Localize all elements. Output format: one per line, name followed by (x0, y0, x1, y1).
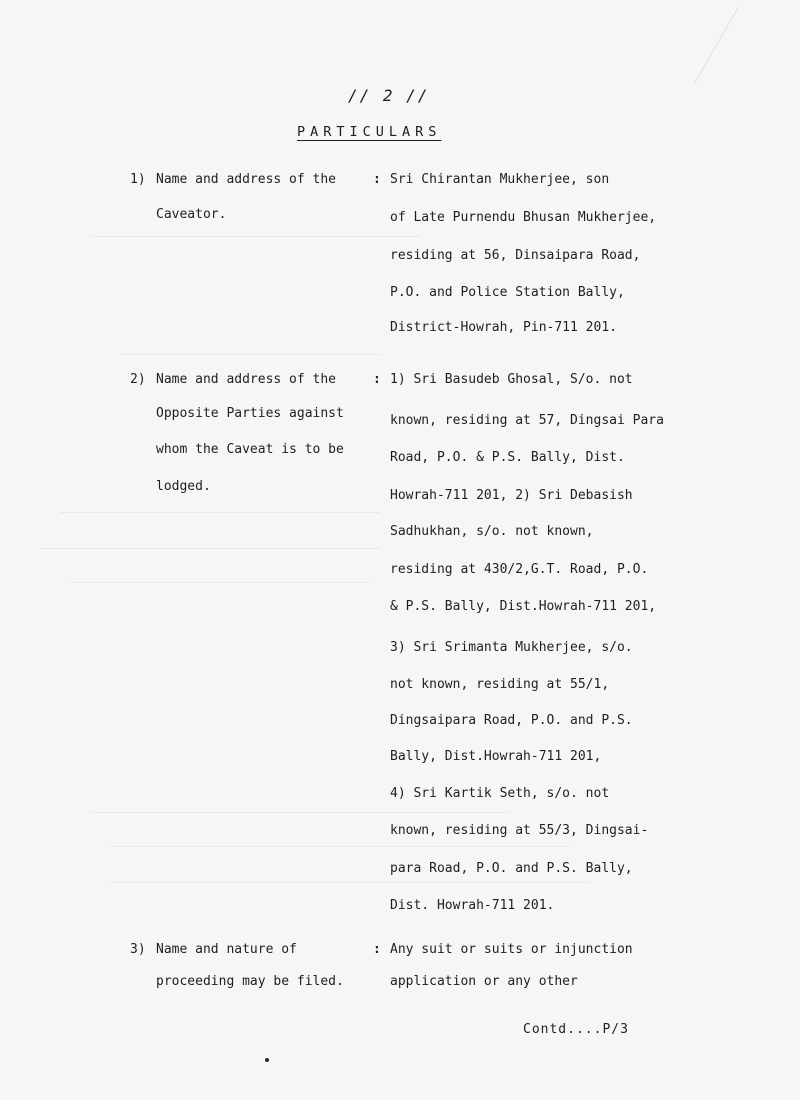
scan-artifact (60, 512, 380, 513)
item-2-value-line: Bally, Dist.Howrah-711 201, (390, 749, 602, 764)
scan-artifact (110, 846, 570, 847)
item-2-value-line: 4) Sri Kartik Seth, s/o. not (390, 786, 610, 801)
item-3-value-line: application or any other (390, 974, 578, 989)
item-1-number: 1) (130, 172, 146, 187)
item-2-label-line: lodged. (156, 479, 211, 494)
item-1-label-line: Caveator. (156, 207, 227, 222)
item-1-label-line: Name and address of the (156, 172, 337, 187)
item-1-value-line: Sri Chirantan Mukherjee, son (390, 172, 610, 187)
item-3-colon: : (373, 942, 381, 957)
item-2-number: 2) (130, 372, 146, 387)
item-2-value-line: Dist. Howrah-711 201. (390, 898, 555, 913)
item-2-label-line: Name and address of the (156, 372, 337, 387)
item-3-number: 3) (130, 942, 146, 957)
scan-artifact (110, 882, 590, 883)
item-2-value-line: Dingsaipara Road, P.O. and P.S. (390, 713, 633, 728)
item-2-label-line: Opposite Parties against (156, 406, 344, 421)
item-2-value-line: 1) Sri Basudeb Ghosal, S/o. not (390, 372, 633, 387)
item-1-colon: : (373, 172, 381, 187)
item-3-label-line: Name and nature of (156, 942, 297, 957)
item-2-value-line: & P.S. Bally, Dist.Howrah-711 201, (390, 599, 657, 614)
scan-artifact (70, 582, 370, 583)
item-2-value-line: para Road, P.O. and P.S. Bally, (390, 861, 633, 876)
item-2-value-line: Howrah-711 201, 2) Sri Debasish (390, 488, 633, 503)
item-2-value-line: not known, residing at 55/1, (390, 677, 610, 692)
ink-speck (265, 1058, 269, 1062)
item-1-value-line: residing at 56, Dinsaipara Road, (390, 248, 641, 263)
item-3-label-line: proceeding may be filed. (156, 974, 344, 989)
continuation-note: Contd....P/3 (523, 1022, 629, 1037)
scan-artifact (40, 548, 380, 549)
item-3-value-line: Any suit or suits or injunction (390, 942, 633, 957)
scan-artifact (120, 354, 380, 355)
item-1-value-line: P.O. and Police Station Bally, (390, 285, 625, 300)
item-2-label-line: whom the Caveat is to be (156, 442, 344, 457)
item-2-value-line: 3) Sri Srimanta Mukherjee, s/o. (390, 640, 633, 655)
scan-artifact (90, 236, 420, 237)
item-1-value-line: District-Howrah, Pin-711 201. (390, 320, 617, 335)
item-2-value-line: known, residing at 57, Dingsai Para (390, 413, 664, 428)
item-1-value-line: of Late Purnendu Bhusan Mukherjee, (390, 210, 657, 225)
item-2-value-line: Road, P.O. & P.S. Bally, Dist. (390, 450, 625, 465)
item-2-value-line: Sadhukhan, s/o. not known, (390, 524, 594, 539)
item-2-colon: : (373, 372, 381, 387)
item-2-value-line: residing at 430/2,G.T. Road, P.O. (390, 562, 649, 577)
scan-artifact (90, 812, 510, 813)
scan-corner-mark (693, 6, 799, 119)
page-number: // 2 // (348, 86, 430, 105)
page-heading: PARTICULARS (297, 124, 442, 140)
item-2-value-line: known, residing at 55/3, Dingsai- (390, 823, 649, 838)
